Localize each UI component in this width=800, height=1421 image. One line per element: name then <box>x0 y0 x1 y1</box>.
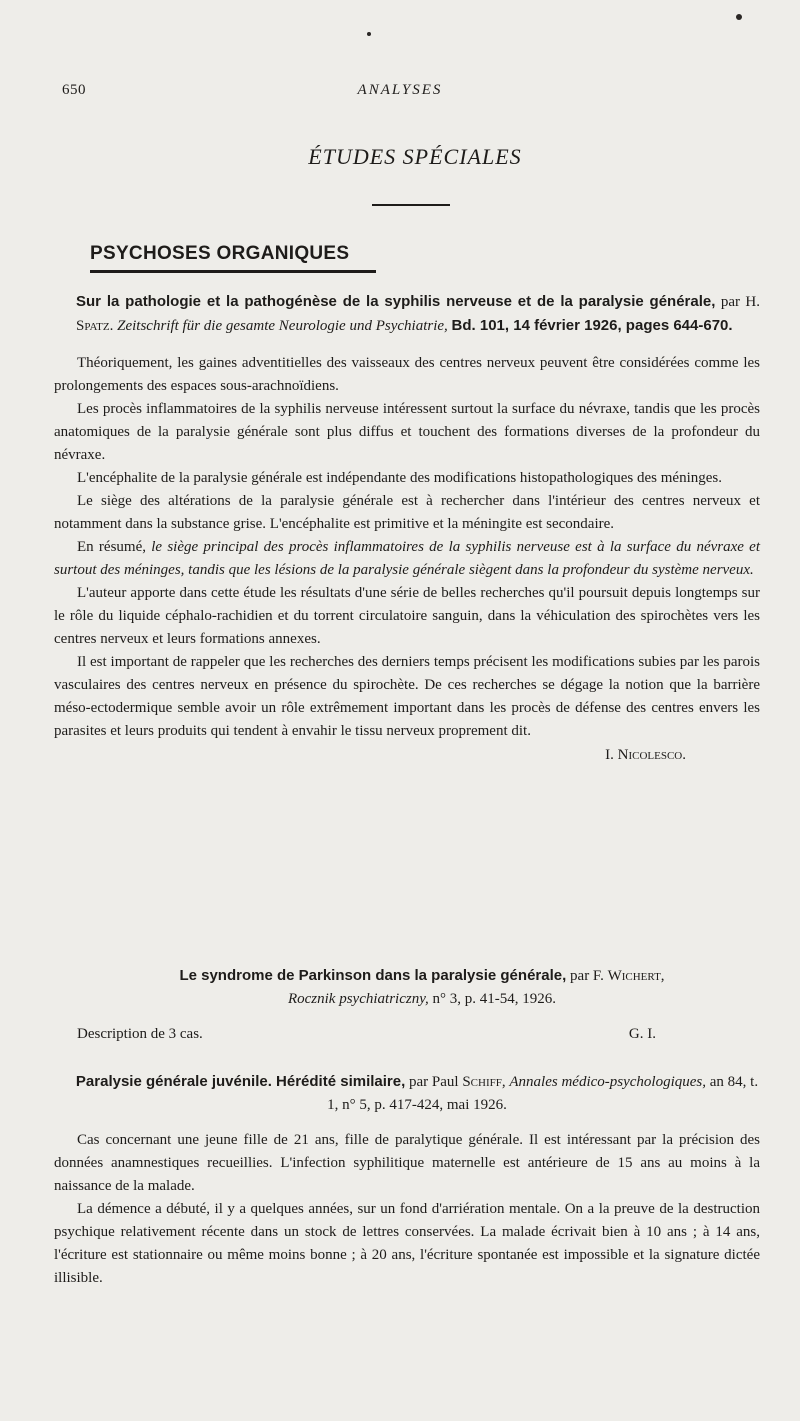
section-title: ÉTUDES SPÉCIALES <box>308 144 522 169</box>
article-reference <box>54 964 760 1011</box>
article-title: Le syndrome de Parkinson dans la paralysie générale, <box>179 967 567 984</box>
paragraph: Théoriquement, les gaines adventitielles des vaisseaux des centres nerveux peuvent être considérées comme les prolongements des espaces sous-arachnoïdiens. <box>54 355 760 394</box>
article-details: Bd. 101, 14 février 1926, pages 644-670. <box>451 317 733 334</box>
article-journal: Zeitschrift für die gesamte Neurologie und Psychiatrie, <box>117 318 448 334</box>
article-by: par F. <box>570 968 604 984</box>
paragraph: L'auteur apporte dans cette étude les résultats d'une série de belles recherches qu'il poursuit depuis longtemps sur le rôle du liquide céphalo-rachidien et du torrent circulatoire sanguin, dans la véhiculation des spirochètes vers les centres nerveux et leurs formations annexes. <box>54 585 760 647</box>
article-journal: Rocznik psychiatriczny, <box>287 991 429 1007</box>
signature: I. Nicolesco. <box>605 747 686 763</box>
page-number: 650 <box>62 82 86 98</box>
article-reference <box>54 1070 760 1117</box>
article-spatz <box>54 290 760 767</box>
article-details: n° 3, p. 41-54, 1926. <box>432 991 557 1007</box>
article-schiff <box>54 1070 760 1290</box>
paragraph: Cas concernant une jeune fille de 21 ans, fille de paralytique générale. Il est intéressant par la précision des données anamnestiques recueillies. L'infection syphilitique maternelle est antérieure de 15 ans au moins à la naissance de la malade. <box>54 1132 760 1194</box>
summary-italic: le siège principal des procès inflammatoires de la syphilis nerveuse est à la surface du névraxe et surtout des méninges, tandis que les lésions de la paralysie générale siègent dans la profondeur du système nerveux. <box>54 539 761 578</box>
title-divider <box>372 204 450 206</box>
article-title: Paralysie générale juvénile. Hérédité similaire, <box>75 1073 406 1090</box>
paragraph: Le siège des altérations de la paralysie générale est à rechercher dans l'intérieur des centres nerveux et notamment dans la substance grise. L'encéphalite est primitive et la méningite est secondaire. <box>54 493 760 532</box>
article-title: Sur la pathologie et la pathogénèse de la syphilis nerveuse et de la paralysie générale, <box>76 293 716 310</box>
article-by: par H. <box>720 294 760 310</box>
article-wichert <box>54 964 760 1046</box>
paragraph: L'encéphalite de la paralysie générale est indépendante des modifications histopathologiques des méninges. <box>77 470 722 486</box>
paragraph: Il est important de rappeler que les recherches des derniers temps précisent les modifications subies par les parois vasculaires des centres nerveux en présence du spirochète. De ces recherches se dégage la notion que la barrière méso-ectodermique semble avoir un rôle extrêmement important dans les procès de défense des centres envers les parasites et leurs produits qui tendent à envahir le tissu nerveux proprement dit. <box>54 654 760 739</box>
paragraph-summary <box>54 536 760 582</box>
article-details: an 84, t. 1, n° 5, p. 417-424, mai 1926. <box>327 1074 759 1113</box>
ink-speck <box>736 14 742 20</box>
article-reference <box>54 290 760 338</box>
article-author: Wichert, <box>607 968 665 984</box>
article-author: Schiff, <box>462 1074 506 1090</box>
ink-speck <box>367 32 371 36</box>
paragraph: Les procès inflammatoires de la syphilis nerveuse intéressent surtout la surface du névraxe, tandis que les procès anatomiques de la paralysie générale sont plus diffus et touchent des formations diverses de la profondeur du névraxe. <box>54 401 760 463</box>
article-body-row <box>54 1023 760 1046</box>
subsection-underline <box>90 270 376 273</box>
summary-lead: En résumé, <box>77 539 146 555</box>
running-head: ANALYSES <box>357 82 443 98</box>
signature: G. I. <box>628 1026 656 1042</box>
subsection-title: PSYCHOSES ORGANIQUES <box>90 243 350 264</box>
paragraph: Description de 3 cas. <box>77 1026 203 1042</box>
article-author: Spatz. <box>76 318 114 334</box>
paragraph: La démence a débuté, il y a quelques années, sur un fond d'arriération mentale. On a la preuve de la destruction psychique relativement récente dans un stock de lettres conservées. La malade écrivait bien à 10 ans ; à 14 ans, l'écriture est stationnaire ou même moins bonne ; à 20 ans, l'écriture spontanée est impossible et la signature dictée illisible. <box>54 1201 760 1286</box>
article-by: par Paul <box>409 1074 459 1090</box>
article-journal: Annales médico-psychologiques, <box>509 1074 706 1090</box>
